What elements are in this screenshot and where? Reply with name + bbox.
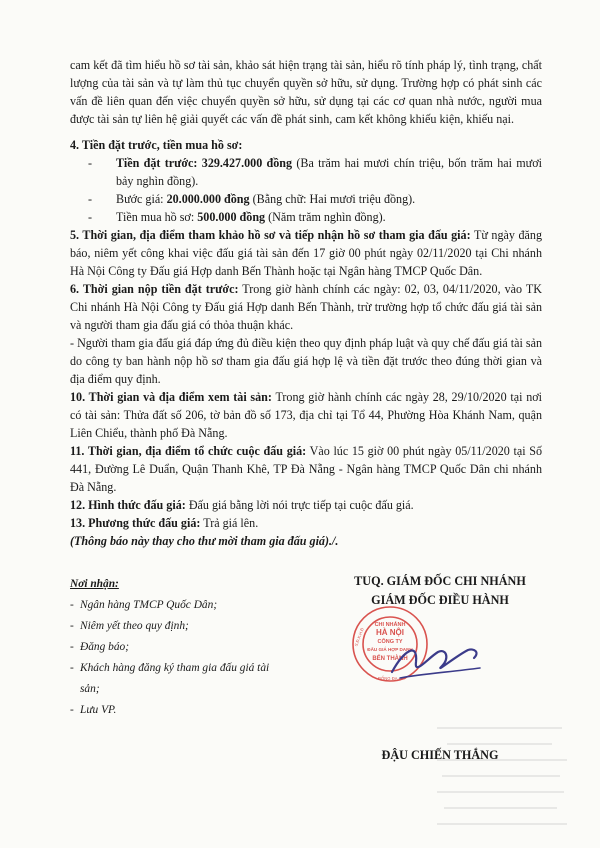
seal-line: CÔNG TY: [377, 639, 403, 645]
recipient-item: - Đăng báo;: [70, 641, 130, 653]
section-12-heading: 12. Hình thức đấu giá:: [70, 498, 186, 512]
signature-title-line2: GIÁM ĐỐC ĐIỀU HÀNH: [371, 593, 509, 607]
recipient-item: - Ngân hàng TMCP Quốc Dân;: [70, 599, 218, 611]
recipients-block: [70, 574, 270, 721]
intro-paragraph: cam kết đã tìm hiểu hồ sơ tài sản, khảo sát hiện trạng tài sản, hiểu rõ tính pháp lý, tình trạng, chất lượng của tài sản và tự làm thủ tục chuyển quyền sở hữu, sử dụng. Trường hợp có phát sinh các vấn đề liên quan đến việc chuyển quyền sở hữu, sử dụng tại các cơ quan nhà nước, người mua được tài sản tự liên hệ giải quyết các vấn đề phát sinh, cam kết không khiếu kiện, khiếu nại.: [70, 58, 542, 126]
section-6-heading: 6. Thời gian nộp tiền đặt trước:: [70, 282, 239, 296]
signer-name: ĐẬU CHIẾN THẮNG: [381, 748, 499, 762]
signature-title-line1: TUQ. GIÁM ĐỐC CHI NHÁNH: [354, 574, 526, 588]
section-5-text: Từ ngày đăng báo, niêm yết công khai việc đấu giá tài sản đến 17 giờ 00 phút ngày 02/11/2020 tại Chi nhánh Hà Nội Công ty Đấu giá Hợp danh Bến Thành hoặc tại Ngân hàng TMCP Quốc Dân.: [70, 228, 542, 278]
bid-step-line: [70, 190, 542, 208]
file-fee-line: [70, 208, 542, 226]
section-11-text: Vào lúc 15 giờ 00 phút ngày 05/11/2020 tại Số 441, Đường Lê Duẩn, Quận Thanh Khê, TP Đà Nẵng - Ngân hàng TMCP Quốc Dân chi nhánh Đà Nẵng.: [70, 444, 543, 494]
section-6: [70, 280, 542, 334]
recipient-item: - Khách hàng đăng ký tham gia đấu giá tài sản;: [70, 662, 270, 695]
handwritten-signature: [370, 628, 490, 688]
document-body: [70, 56, 542, 550]
seal-line: HÀ NỘI: [376, 628, 404, 637]
section-10: [70, 388, 542, 442]
bid-step-value: 20.000.000 đồng: [166, 192, 250, 206]
svg-text:ĐỐNG ĐA - TP: ĐỐNG ĐA - TP: [378, 676, 407, 681]
top-scan-edge: [40, 0, 560, 6]
seal-line: CHI NHÁNH: [374, 622, 406, 628]
seal-line: ĐẤU GIÁ HỢP DANH: [367, 647, 413, 652]
file-fee-label: Tiền mua hồ sơ:: [116, 210, 195, 224]
recipient-item: - Niêm yết theo quy định;: [70, 620, 189, 632]
section-11: [70, 442, 542, 496]
bullet-dash: -: [88, 156, 93, 170]
section-12: [70, 496, 542, 514]
bid-step-words: (Bằng chữ: Hai mươi triệu đồng).: [252, 192, 416, 206]
section-13-text: Trả giá lên.: [203, 516, 259, 530]
section-12-text: Đấu giá bằng lời nói trực tiếp tại cuộc đấu giá.: [188, 498, 414, 512]
file-fee-value: 500.000 đồng: [197, 210, 266, 224]
section-10-heading: 10. Thời gian và địa điểm xem tài sản:: [70, 390, 272, 404]
recipients-heading: Nơi nhận:: [70, 578, 119, 590]
section-11-heading: 11. Thời gian, địa điểm tổ chức cuộc đấu giá:: [70, 444, 307, 458]
bullet-dash: -: [88, 210, 93, 224]
file-fee-words: (Năm trăm nghìn đồng).: [268, 210, 386, 224]
svg-text:S.Đ.K.H.Đ: S.Đ.K.H.Đ: [353, 627, 365, 647]
section-6-conditions: - Người tham gia đấu giá đáp ứng đủ điều kiện theo quy định pháp luật và quy chế đấu giá tài sản do công ty ban hành nộp hồ sơ tham gia đấu giá hợp lệ và tiền đặt trước theo đúng thời gian và địa điểm quy định.: [70, 336, 542, 386]
seal-line: BẾN THÀNH: [372, 656, 408, 662]
deposit-words: (Ba trăm hai mươi chín triệu, bốn trăm hai mươi bảy nghìn đồng).: [116, 156, 542, 188]
deposit-value: 329.427.000 đồng: [201, 156, 293, 170]
deposit-label: Tiền đặt trước:: [116, 156, 198, 170]
section-4-heading: 4. Tiền đặt trước, tiền mua hồ sơ:: [70, 138, 243, 152]
section-10-text: Trong giờ hành chính các ngày 28, 29/10/2020 tại nơi có tài sản: Thửa đất số 206, tờ bản đồ số 173, địa chỉ tại Tổ 44, Phường Hòa Khánh Nam, quận Liên Chiểu, thành phố Đà Nẵng.: [70, 390, 542, 440]
section-13-heading: 13. Phương thức đấu giá:: [70, 516, 201, 530]
section-5-heading: 5. Thời gian, địa điểm tham khảo hồ sơ và tiếp nhận hồ sơ tham gia đấu giá:: [70, 228, 471, 242]
replacement-note: (Thông báo này thay cho thư mời tham gia đấu giá)./.: [70, 534, 339, 548]
section-13: [70, 514, 542, 532]
bleed-through-text: [432, 718, 572, 838]
deposit-line: [70, 154, 542, 190]
section-5: [70, 226, 542, 280]
recipient-item: - Lưu VP.: [70, 704, 117, 716]
section-6-text: Trong giờ hành chính các ngày: 02, 03, 04/11/2020, vào TK Chi nhánh Hà Nội Công ty Đấu giá Hợp danh Bến Thành, trừ trường hợp tổ chức đấu giá tài sản và người tham gia đấu giá có thỏa thuận khác.: [70, 282, 542, 332]
bullet-dash: -: [88, 192, 93, 206]
bid-step-label: Bước giá:: [116, 192, 164, 206]
